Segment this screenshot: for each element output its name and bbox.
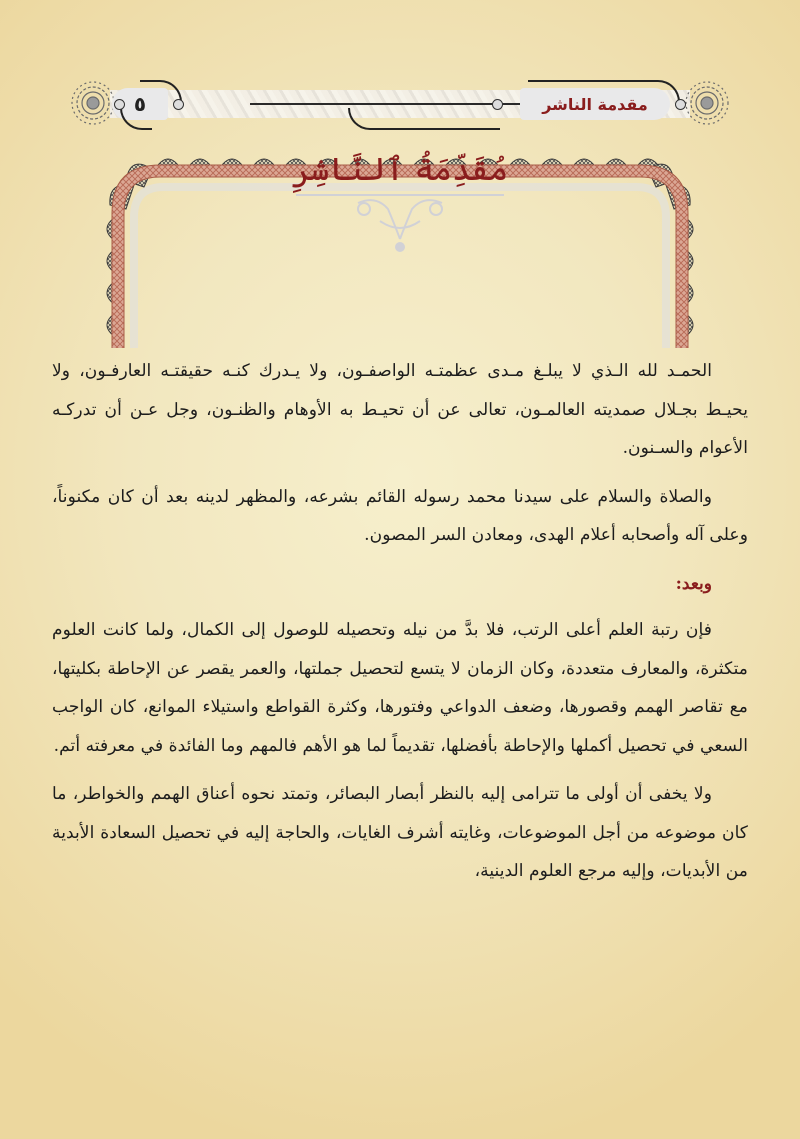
document-body (52, 352, 748, 901)
subheading: وبعد: (675, 573, 712, 594)
page-title: مُقَدِّمَةُ ٱلنَّاشِرِ (291, 150, 509, 188)
running-header (70, 78, 730, 130)
rosette-ornament-icon (684, 80, 730, 126)
header-knob (675, 99, 686, 110)
paragraph: والصلاة والسلام على سيدنا محمد رسوله القائم بشرعه، والمظهر لدينه بعد أن كان مكنوناً، وعلى آله وأصحابه أعلام الهدى، ومعادن السر المصون. (52, 486, 748, 545)
header-arc (528, 80, 680, 102)
header-arc (120, 108, 152, 130)
header-arc (348, 108, 500, 130)
header-knob (492, 99, 503, 110)
chapter-title: مقدمة الناشر (542, 94, 648, 114)
rosette-ornament-icon (70, 80, 116, 126)
paragraph: فإن رتبة العلم أعلى الرتب، فلا بدَّ من نيله وتحصيله للوصول إلى الكمال، ولما كانت العلوم متكثرة، والمعارف متعددة، وكان الزمان لا يتسع لتحصيل جملتها، والعمر يقصر عن الإحاطة بكليتها، مع تقاصر الهمم وقصورها، وضعف الدواعي وفتورها، وكثرة القواطع واستيلاء الموانع، كان الواجب السعي في تحصيل أكملها والإحاطة بأفضلها، تقديماً لما هو الأهم فالمهم وما الفائدة في معرفته أتم. (52, 620, 748, 756)
header-knob (173, 99, 184, 110)
paragraph: الحمـد لله الـذي لا يبلـغ مـدى عظمتـه الواصفـون، ولا يـدرك كنـه حقيقتـه العارفـون، ولا يحيـط بجـلال صمديته العالمـون، تعالى عن أن تحيـط به الأوهام والظنـون، وجل عـن أن تدركـه الأعوام والسـنون. (52, 361, 748, 458)
page-number: ٥ (133, 92, 147, 116)
header-knob (114, 99, 125, 110)
paragraph: ولا يخفى أن أولى ما تترامى إليه بالنظر أبصار البصائر، وتمتد نحوه أعناق الهمم والخواطر، ما كان موضوعه من أجل الموضوعات، وغايته أشرف الغايات، والحاجة إليه في تحصيل السعادة الأبدية من الأبديات، وإليه مرجع العلوم الدينية، (52, 784, 748, 881)
header-divider-line (250, 103, 520, 105)
